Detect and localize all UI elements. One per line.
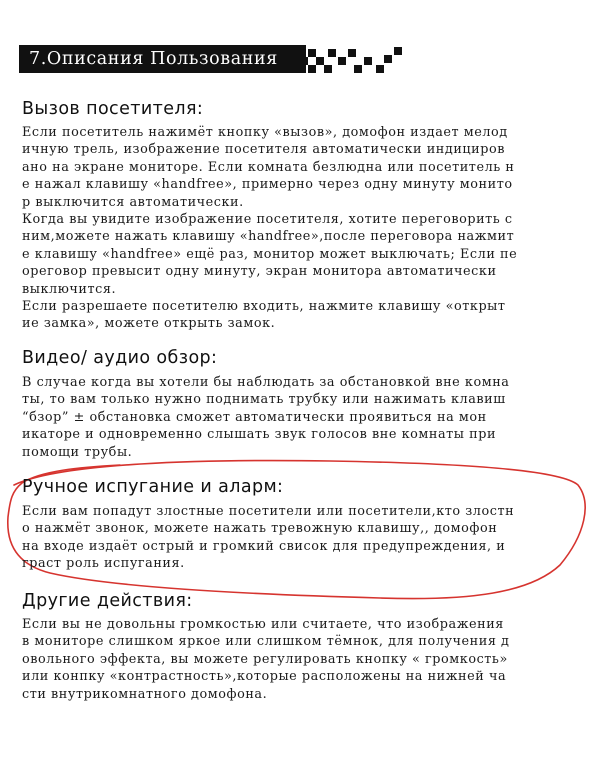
text-line: р выключится автоматически. bbox=[22, 194, 244, 210]
text-line: ичную трель, изображение посетителя автоматически индициров bbox=[22, 142, 506, 158]
text-line: Когда вы увидите изображение посетителя, хотите переговорить с bbox=[22, 212, 513, 228]
text-line: Если разрешаете посетителю входить, нажмите клавишу «открыт bbox=[22, 299, 506, 315]
text-line: на входе издаёт острый и громкий свисок для предупреждения, и bbox=[22, 538, 506, 554]
section-banner bbox=[19, 45, 306, 73]
paragraph-video-audio-review bbox=[22, 374, 582, 461]
text-line: Если вам попадут злостные посетители или посетители,кто злостн bbox=[22, 504, 515, 519]
text-line: или конпку «контрастность»,которые расположены на нижней ча bbox=[22, 669, 507, 685]
text-line: ие замка», можете открыть замок. bbox=[22, 316, 276, 332]
text-line: ано на экране мониторе. Если комната безлюдна или посетитель н bbox=[22, 159, 515, 175]
text-line: о нажмёт звонок, можете нажать тревожную клавишу,, домофон bbox=[22, 521, 498, 537]
heading-video-audio-review: Видео/ аудио обзор: bbox=[22, 348, 218, 368]
text-line: е нажал клавишу «handfree», примерно через одну минуту монито bbox=[22, 177, 513, 193]
text-line: икаторе и одновременно слышать звук голосов вне комнаты при bbox=[22, 427, 497, 443]
text-line: е клавишу «handfree» ещё раз, монитор может выключать; Если пе bbox=[22, 246, 518, 262]
text-line: ореговор превысит одну минуту, экран монитора автоматически bbox=[22, 264, 497, 280]
banner-title: 7.Описания Пользования bbox=[29, 49, 278, 69]
text-line: ты, то вам только нужно поднимать трубку или нажимать клавиш bbox=[22, 392, 506, 408]
heading-other-actions: Другие действия: bbox=[22, 591, 193, 611]
text-line: граст роль испугания. bbox=[22, 556, 185, 572]
text-line: в мониторе слишком яркое или слишком тёмнок, для получения д bbox=[22, 634, 510, 650]
paragraph-visitor-call bbox=[22, 124, 582, 333]
paragraph-other-actions bbox=[22, 616, 582, 703]
text-line: ним,можете нажать клавишу «handfree»,после переговора нажмит bbox=[22, 229, 515, 245]
text-line: В случае когда вы хотели бы наблюдать за обстановкой вне комна bbox=[22, 375, 510, 390]
text-line: овольного эффекта, вы можете регулировать кнопку « громкость» bbox=[22, 651, 508, 667]
text-line: Если посетитель нажимёт кнопку «вызов», домофон издает мелод bbox=[22, 125, 508, 140]
text-line: Если вы не довольны громкостью или считаете, что изображения bbox=[22, 617, 504, 632]
paragraph-manual-alarm bbox=[22, 503, 582, 573]
text-line: выключится. bbox=[22, 281, 117, 297]
text-line: “бзор” ± обстановка сможет автоматически проявиться на мон bbox=[22, 409, 487, 425]
heading-visitor-call: Вызов посетителя: bbox=[22, 99, 204, 119]
text-line: помощи трубы. bbox=[22, 444, 133, 460]
text-line: сти внутрикомнатного домофона. bbox=[22, 686, 268, 702]
pixel-pattern-decoration bbox=[300, 44, 410, 78]
heading-manual-alarm: Ручное испугание и аларм: bbox=[22, 477, 284, 497]
